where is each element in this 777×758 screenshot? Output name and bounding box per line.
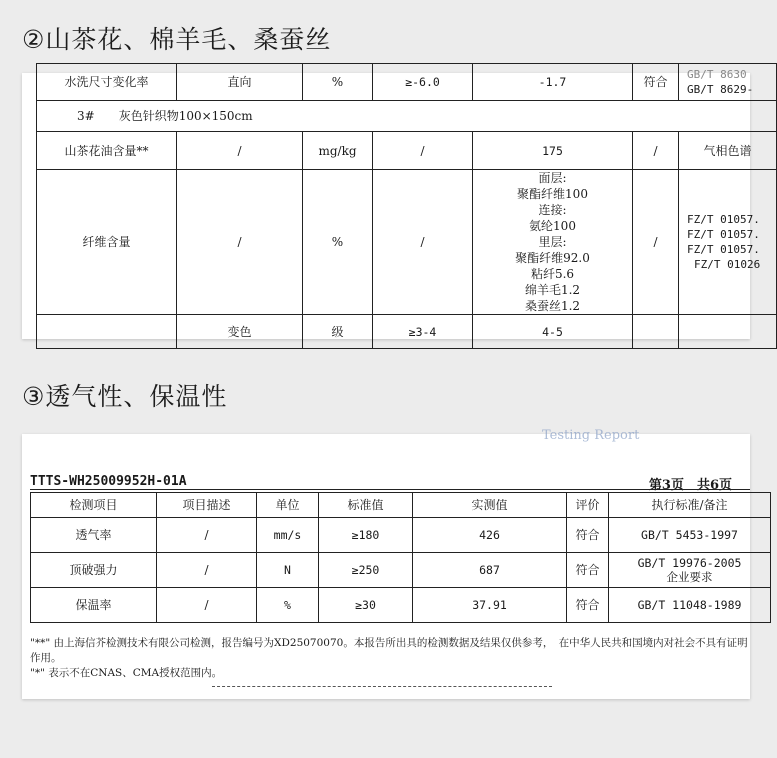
footnotes <box>30 636 750 681</box>
desc-cell: 直向 <box>177 64 303 101</box>
item-cell: 山茶花油含量** <box>37 132 177 170</box>
section-title-breathability: ③透气性、保温性 <box>22 382 228 411</box>
method-cell <box>679 170 777 315</box>
breathability-test-table <box>30 492 771 623</box>
result-cell: 37.91 <box>413 588 567 623</box>
judge-cell <box>633 315 679 349</box>
standard-cell: ≥3-4 <box>373 315 473 349</box>
dashed-divider <box>212 686 552 687</box>
desc-cell: 变色 <box>177 315 303 349</box>
method-line: FZ/T 01026 <box>694 258 761 271</box>
table-row <box>37 64 777 101</box>
column-header: 检测项目 <box>31 493 157 518</box>
unit-cell: N <box>257 553 319 588</box>
watermark-text: Testing Report <box>542 428 640 443</box>
section-title-camellia: ②山茶花、棉羊毛、桑蚕丝 <box>22 25 332 54</box>
report-number: TTTS-WH25009952H-01A <box>30 474 187 489</box>
table-header-row <box>31 493 771 518</box>
method-line: GB/T 8629- <box>687 83 754 96</box>
table-row <box>37 315 777 349</box>
fiber-test-table <box>36 63 777 349</box>
item-cell: 透气率 <box>31 518 157 553</box>
footnote-scope: "*" 表示不在CNAS、CMA授权范围内。 <box>30 667 223 679</box>
method-line: GB/T 11048-1989 <box>637 598 742 612</box>
column-header: 评价 <box>567 493 609 518</box>
report-excerpt-breathability <box>22 428 750 699</box>
column-header: 单位 <box>257 493 319 518</box>
unit-cell: mm/s <box>257 518 319 553</box>
item-cell: 水洗尺寸变化率 <box>37 64 177 101</box>
table-row <box>31 553 771 588</box>
column-header: 标准值 <box>319 493 413 518</box>
desc-cell: / <box>157 588 257 623</box>
standard-cell: ≥250 <box>319 553 413 588</box>
judge-cell: / <box>633 132 679 170</box>
unit-cell: 级 <box>303 315 373 349</box>
result-line: 聚酯纤维100 <box>517 187 588 201</box>
unit-cell: % <box>303 64 373 101</box>
result-line: 氨纶100 <box>529 219 576 233</box>
unit-cell: mg/kg <box>303 132 373 170</box>
result-cell: 687 <box>413 553 567 588</box>
method-line: GB/T 19976-2005 <box>637 556 742 570</box>
desc-cell: / <box>177 170 303 315</box>
result-line: 连接: <box>538 203 567 217</box>
result-cell <box>473 170 633 315</box>
result-cell: -1.7 <box>473 64 633 101</box>
desc-cell: / <box>157 518 257 553</box>
result-line: 面层: <box>538 171 567 185</box>
standard-cell: ≥-6.0 <box>373 64 473 101</box>
result-line: 里层: <box>538 235 567 249</box>
column-header: 项目描述 <box>157 493 257 518</box>
report-excerpt-fiber <box>22 68 761 339</box>
standard-cell: / <box>373 132 473 170</box>
standard-cell: / <box>373 170 473 315</box>
item-cell: 顶破强力 <box>31 553 157 588</box>
method-line: FZ/T 01057. <box>687 213 760 226</box>
judge-cell: 符合 <box>567 518 609 553</box>
standard-cell: ≥30 <box>319 588 413 623</box>
result-cell: 175 <box>473 132 633 170</box>
result-line: 桑蚕丝1.2 <box>524 299 581 313</box>
result-line: 绵羊毛1.2 <box>524 283 581 297</box>
desc-cell: / <box>177 132 303 170</box>
table-row <box>31 518 771 553</box>
table-row <box>31 588 771 623</box>
item-cell: 保温率 <box>31 588 157 623</box>
method-note: 企业要求 <box>666 570 713 584</box>
table-row <box>37 101 777 132</box>
method-cell <box>679 64 777 101</box>
method-line: FZ/T 01057. <box>687 243 760 256</box>
method-cell <box>679 315 777 349</box>
result-cell: 426 <box>413 518 567 553</box>
unit-cell: % <box>257 588 319 623</box>
method-line: GB/T 5453-1997 <box>641 528 738 542</box>
method-cell <box>609 553 771 588</box>
item-cell <box>37 315 177 349</box>
column-header: 实测值 <box>413 493 567 518</box>
judge-cell: 符合 <box>633 64 679 101</box>
judge-cell: / <box>633 170 679 315</box>
result-cell: 4-5 <box>473 315 633 349</box>
divider <box>30 489 750 490</box>
method-cell: 气相色谱 <box>679 132 777 170</box>
method-cell <box>609 588 771 623</box>
page-number: 第3页 共6页 <box>648 478 732 493</box>
item-cell: 纤维含量 <box>37 170 177 315</box>
desc-cell: / <box>157 553 257 588</box>
method-cell <box>609 518 771 553</box>
standard-cell: ≥180 <box>319 518 413 553</box>
column-header: 执行标准/备注 <box>609 493 771 518</box>
judge-cell: 符合 <box>567 553 609 588</box>
footnote-lab: "**" 由上海信芥检测技术有限公司检测，报告编号为XD25070070。本报告所出具的检测数据及结果仅供参考， 在中华人民共和国境内对社会不具有证明作用。 <box>30 637 748 664</box>
table-row <box>37 170 777 315</box>
table-row <box>37 132 777 170</box>
result-line: 粘纤5.6 <box>530 267 575 281</box>
sample-description: 3# 灰色针织物100×150cm <box>37 101 777 132</box>
unit-cell: % <box>303 170 373 315</box>
method-line: FZ/T 01057. <box>687 228 760 241</box>
method-line: GB/T 8630 <box>687 68 747 81</box>
judge-cell: 符合 <box>567 588 609 623</box>
result-line: 聚酯纤维92.0 <box>515 251 590 265</box>
